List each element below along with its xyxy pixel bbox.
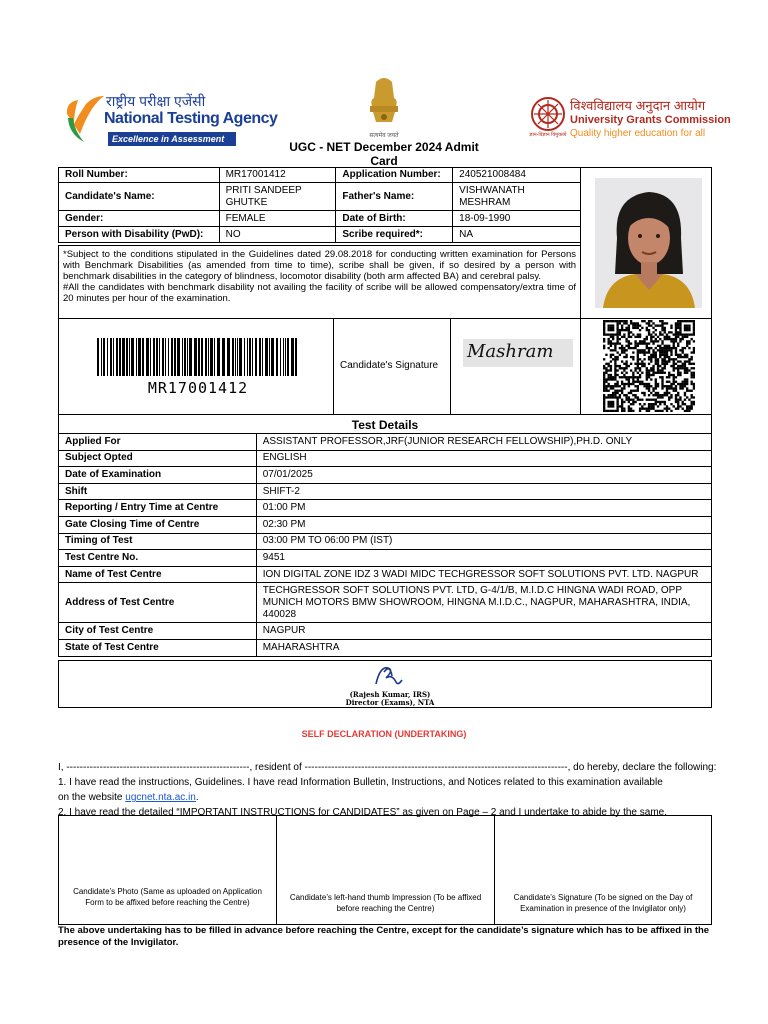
pwd-label: Person with Disability (PwD):	[59, 227, 220, 243]
ugc-seal-icon	[530, 96, 566, 132]
compensatory-time-note: #All the candidates with benchmark disability not availing the facility of scribe will be allowed compensatory/extra time of 20 minutes per hour of the examination.	[63, 282, 576, 304]
test-detail-row	[59, 450, 712, 467]
emblem-motto: सत्यमेव जयते	[369, 133, 399, 139]
nta-tagline: Excellence in Assessment	[108, 132, 236, 146]
nta-english-name: National Testing Agency	[104, 110, 278, 127]
candidate-photo	[595, 178, 702, 308]
dob-label: Date of Birth:	[336, 211, 453, 227]
test-detail-value: 03:00 PM TO 06:00 PM (IST)	[256, 533, 711, 550]
director-signature-icon	[372, 662, 408, 690]
test-detail-label: Reporting / Entry Time at Centre	[59, 500, 257, 517]
ugc-hindi-name: विश्वविद्यालय अनुदान आयोग	[570, 98, 706, 113]
gender-value: FEMALE	[219, 211, 336, 227]
test-detail-row	[59, 639, 712, 656]
exam-signature-label: Candidate’s Signature (To be signed on the Day of Examination in presence of the Invigilator only)	[513, 893, 693, 913]
test-detail-label: State of Test Centre	[59, 639, 257, 656]
test-detail-label: Subject Opted	[59, 450, 257, 467]
nta-logo	[64, 93, 278, 150]
photo-affix-label: Candidate’s Photo (Same as uploaded on Application Form to be affixed before reaching the Centre)	[73, 887, 262, 907]
test-details-table	[58, 433, 712, 657]
declaration-line-3: on the website ugcnet.nta.ac.in.	[58, 792, 199, 803]
ugc-english-name: University Grants Commission	[570, 114, 731, 126]
test-detail-row	[59, 467, 712, 484]
director-title: Director (Exams), NTA	[345, 698, 435, 707]
roll-number-value: MR17001412	[219, 168, 336, 183]
nta-hindi-name: राष्ट्रीय परीक्षा एजेंसी	[106, 93, 206, 109]
test-detail-value: ENGLISH	[256, 450, 711, 467]
test-details-heading: Test Details	[58, 414, 712, 434]
test-detail-value: 02:30 PM	[256, 516, 711, 533]
test-detail-label: Test Centre No.	[59, 550, 257, 567]
scribe-value: NA	[453, 227, 581, 243]
test-detail-value: 9451	[256, 550, 711, 567]
test-detail-row	[59, 623, 712, 640]
test-detail-row	[59, 434, 712, 451]
test-detail-row	[59, 583, 712, 623]
test-detail-label: Address of Test Centre	[59, 583, 257, 623]
test-detail-label: Date of Examination	[59, 467, 257, 484]
test-detail-label: Name of Test Centre	[59, 566, 257, 583]
declaration-heading: SELF DECLARATION (UNDERTAKING)	[301, 729, 467, 739]
ugc-logo	[529, 94, 731, 150]
test-detail-value: 01:00 PM	[256, 500, 711, 517]
test-detail-label: Gate Closing Time of Centre	[59, 516, 257, 533]
test-detail-label: Applied For	[59, 434, 257, 451]
test-detail-value: 07/01/2025	[256, 467, 711, 484]
disability-notes	[58, 245, 581, 319]
scribe-label: Scribe required*:	[336, 227, 453, 243]
declaration-line-2: 1. I have read the instructions, Guidelines. I have read Information Bulletin, Instructions, and Notices related to this examination available	[58, 777, 663, 788]
pwd-value: NO	[219, 227, 336, 243]
barcode	[97, 338, 299, 376]
father-name-value: VISHWANATH MESHRAM	[453, 183, 581, 211]
scribe-note: *Subject to the conditions stipulated in the Guidelines dated 29.08.2018 for conducting written examination for Persons with Benchmark Disabilities (as amended from time to time), scribe shall be given, if so desired by a person with benchmark disabilities in the category of blindness, locomotor disability (both arm affected BA) and cerebral palsy.	[63, 249, 576, 282]
declaration-line-4: 2. I have read the detailed “IMPORTANT INSTRUCTIONS for CANDIDATES” as given on Page – 2 and I undertake to abide by the same.	[58, 807, 667, 818]
test-detail-row	[59, 550, 712, 567]
test-detail-value: MAHARASHTRA	[256, 639, 711, 656]
director-name: (Rajesh Kumar, IRS)	[349, 690, 431, 699]
website-link[interactable]: ugcnet.nta.ac.in	[125, 792, 196, 803]
emblem-icon	[364, 76, 404, 128]
test-detail-value: SHIFT-2	[256, 483, 711, 500]
roll-number-label: Roll Number:	[59, 168, 220, 183]
application-number-value: 240521008484	[453, 168, 581, 183]
gender-label: Gender:	[59, 211, 220, 227]
test-detail-row	[59, 500, 712, 517]
candidate-signature-text: Mashram	[467, 341, 554, 362]
candidate-name-label: Candidate's Name:	[59, 183, 220, 211]
test-detail-value: ION DIGITAL ZONE IDZ 3 WADI MIDC TECHGRESSOR SOFT SOLUTIONS PVT. LTD. NAGPUR	[256, 566, 711, 583]
test-detail-row	[59, 516, 712, 533]
undertaking-footer: The above undertaking has to be filled in advance before reaching the Centre, except for the candidate’s signature which has to be affixed in the presence of the Invigilator.	[58, 925, 710, 948]
test-detail-label: City of Test Centre	[59, 623, 257, 640]
candidate-info-table	[58, 167, 581, 243]
national-emblem	[364, 76, 404, 140]
qr-code	[603, 320, 695, 412]
page-title: UGC - NET December 2024 Admit Card	[289, 140, 479, 168]
photo-affix-box	[58, 815, 277, 925]
application-number-label: Application Number:	[336, 168, 453, 183]
candidate-name-value: PRITI SANDEEP GHUTKE	[219, 183, 336, 211]
declaration-text	[58, 760, 738, 820]
test-detail-label: Shift	[59, 483, 257, 500]
declaration-line-1: I, -------------------------------------------------------, resident of -------------------------------------------------------------------------------, do hereby, declare the following:	[58, 762, 717, 773]
thumb-impression-label: Candidate’s left-hand thumb Impression (To be affixed before reaching the Centre)	[289, 893, 482, 913]
father-name-label: Father's Name:	[336, 183, 453, 211]
barcode-text: MR17001412	[147, 379, 249, 397]
test-detail-value: NAGPUR	[256, 623, 711, 640]
candidate-signature-image	[463, 339, 573, 367]
test-detail-row	[59, 566, 712, 583]
dob-value: 18-09-1990	[453, 211, 581, 227]
ugc-tagline: Quality higher education for all	[570, 128, 706, 139]
test-detail-row	[59, 533, 712, 550]
signature-label: Candidate's Signature	[340, 360, 439, 371]
test-detail-label: Timing of Test	[59, 533, 257, 550]
ugc-seal-text: ज्ञान-विज्ञान विमुक्तये	[529, 132, 567, 138]
test-detail-value: TECHGRESSOR SOFT SOLUTIONS PVT. LTD, G-4/1/B, M.I.D.C HINGNA WADI ROAD, OPP MUNICH MOTORS BMW SHOWROOM, HINGNA M.I.D.C., NAGPUR, MAHARASHTRA, INDIA, 440028	[256, 583, 711, 623]
test-detail-value: ASSISTANT PROFESSOR,JRF(JUNIOR RESEARCH FELLOWSHIP),PH.D. ONLY	[256, 434, 711, 451]
nta-check-icon	[64, 94, 106, 144]
test-detail-row	[59, 483, 712, 500]
